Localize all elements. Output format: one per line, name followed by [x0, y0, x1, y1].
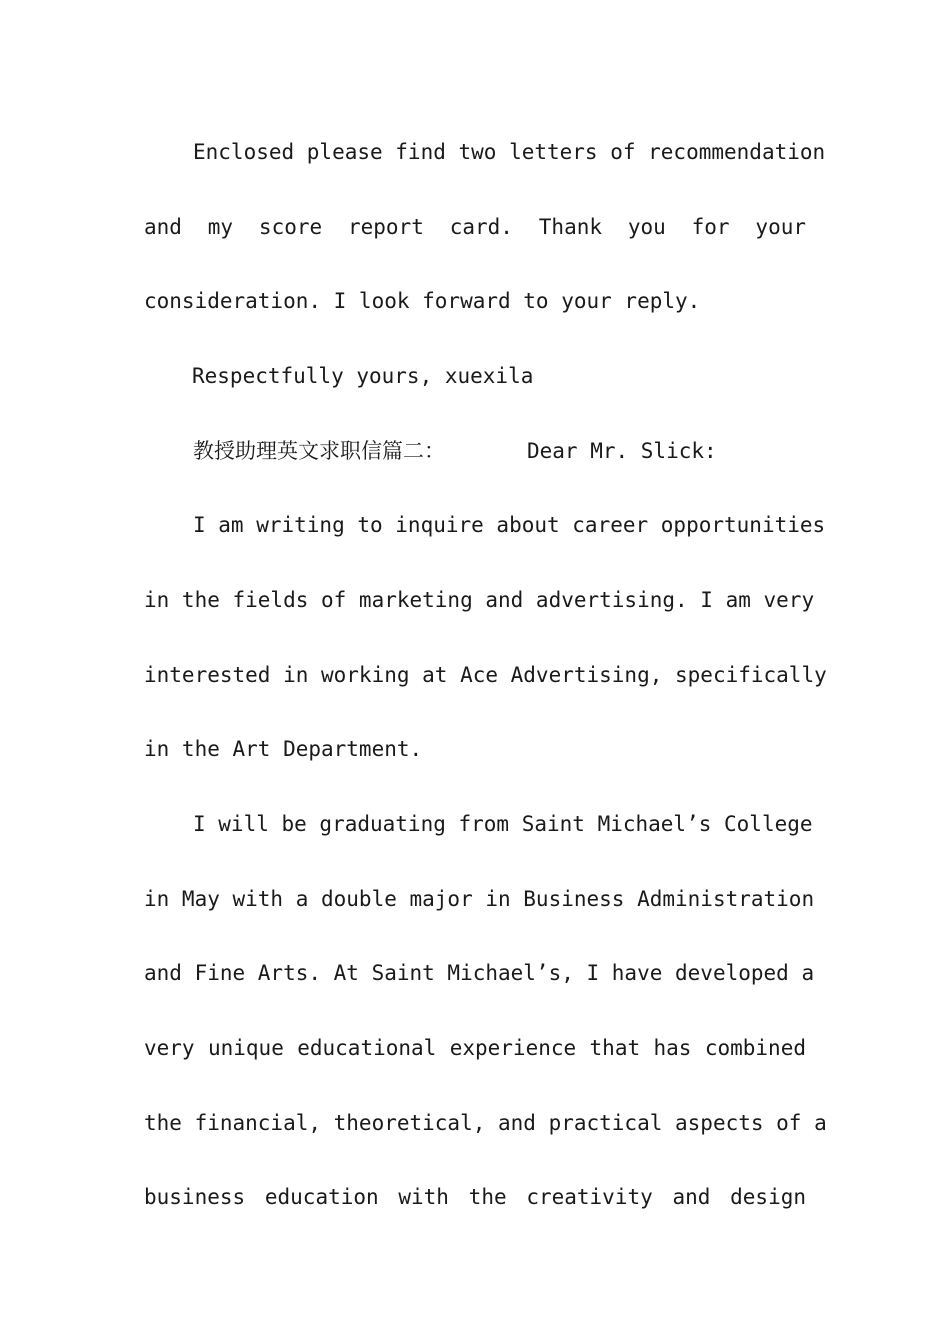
section-heading-salutation: Dear Mr. Slick:: [527, 439, 717, 463]
paragraph-2-line-2: in the fields of marketing and advertising. I am very: [144, 588, 815, 612]
paragraph-3-line-4: very unique educational experience that has combined: [144, 1036, 806, 1060]
paragraph-3-line-2: in May with a double major in Business Administration: [144, 887, 815, 911]
paragraph-3-line-1: I will be graduating from Saint Michael’s College: [193, 812, 813, 836]
paragraph-1-line-2: and my score report card. Thank you for your: [144, 215, 806, 239]
paragraph-1-line-1: Enclosed please find two letters of recommendation: [193, 140, 826, 164]
section-heading-title: 教授助理英文求职信篇二：: [193, 439, 445, 463]
paragraph-1-line-3: consideration. I look forward to your reply.: [144, 289, 701, 313]
paragraph-2-line-3: interested in working at Ace Advertising, specifically: [144, 663, 827, 687]
paragraph-3-line-5: the financial, theoretical, and practical aspects of a: [144, 1111, 827, 1135]
paragraph-3-line-6: business education with the creativity and design: [144, 1185, 806, 1209]
paragraph-2-line-4: in the Art Department.: [144, 737, 423, 761]
paragraph-2-line-1: I am writing to inquire about career opportunities: [193, 513, 826, 537]
paragraph-3-line-3: and Fine Arts. At Saint Michael’s, I have developed a: [144, 961, 815, 985]
closing-line: Respectfully yours, xuexila: [192, 364, 534, 388]
